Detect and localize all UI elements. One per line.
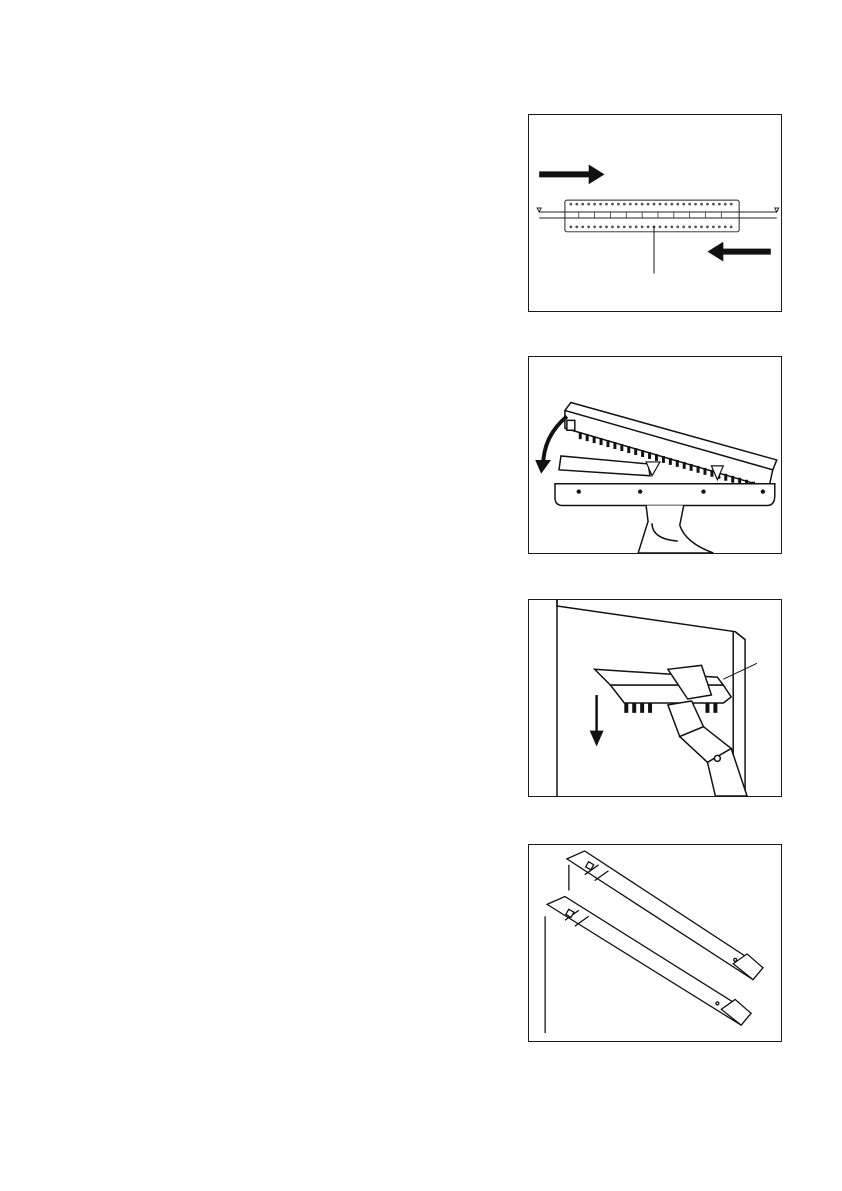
brush-strip-segments (579, 212, 722, 218)
extension-tubes-illustration (529, 845, 781, 1041)
arrow-down-icon (590, 695, 604, 746)
figure-nozzle-on-wall (528, 599, 782, 797)
figure-brush-strip-removal (528, 114, 782, 312)
nozzle-open-illustration (529, 357, 781, 553)
nozzle-lid (565, 403, 777, 488)
callout-line (723, 663, 757, 679)
nozzle-neck (638, 505, 713, 553)
arrow-left-icon (707, 242, 770, 262)
extension-pipe (668, 701, 747, 796)
brush-strip-illustration (529, 115, 781, 311)
tube-lower (545, 896, 751, 1033)
nozzle-wall-illustration (529, 600, 781, 796)
arrow-right-icon (539, 164, 604, 184)
nozzle-base (555, 456, 775, 505)
figure-nozzle-open (528, 356, 782, 554)
figure-extension-tubes (528, 844, 782, 1042)
brush-strip-bristles (569, 203, 732, 229)
steam-nozzle (595, 665, 732, 703)
